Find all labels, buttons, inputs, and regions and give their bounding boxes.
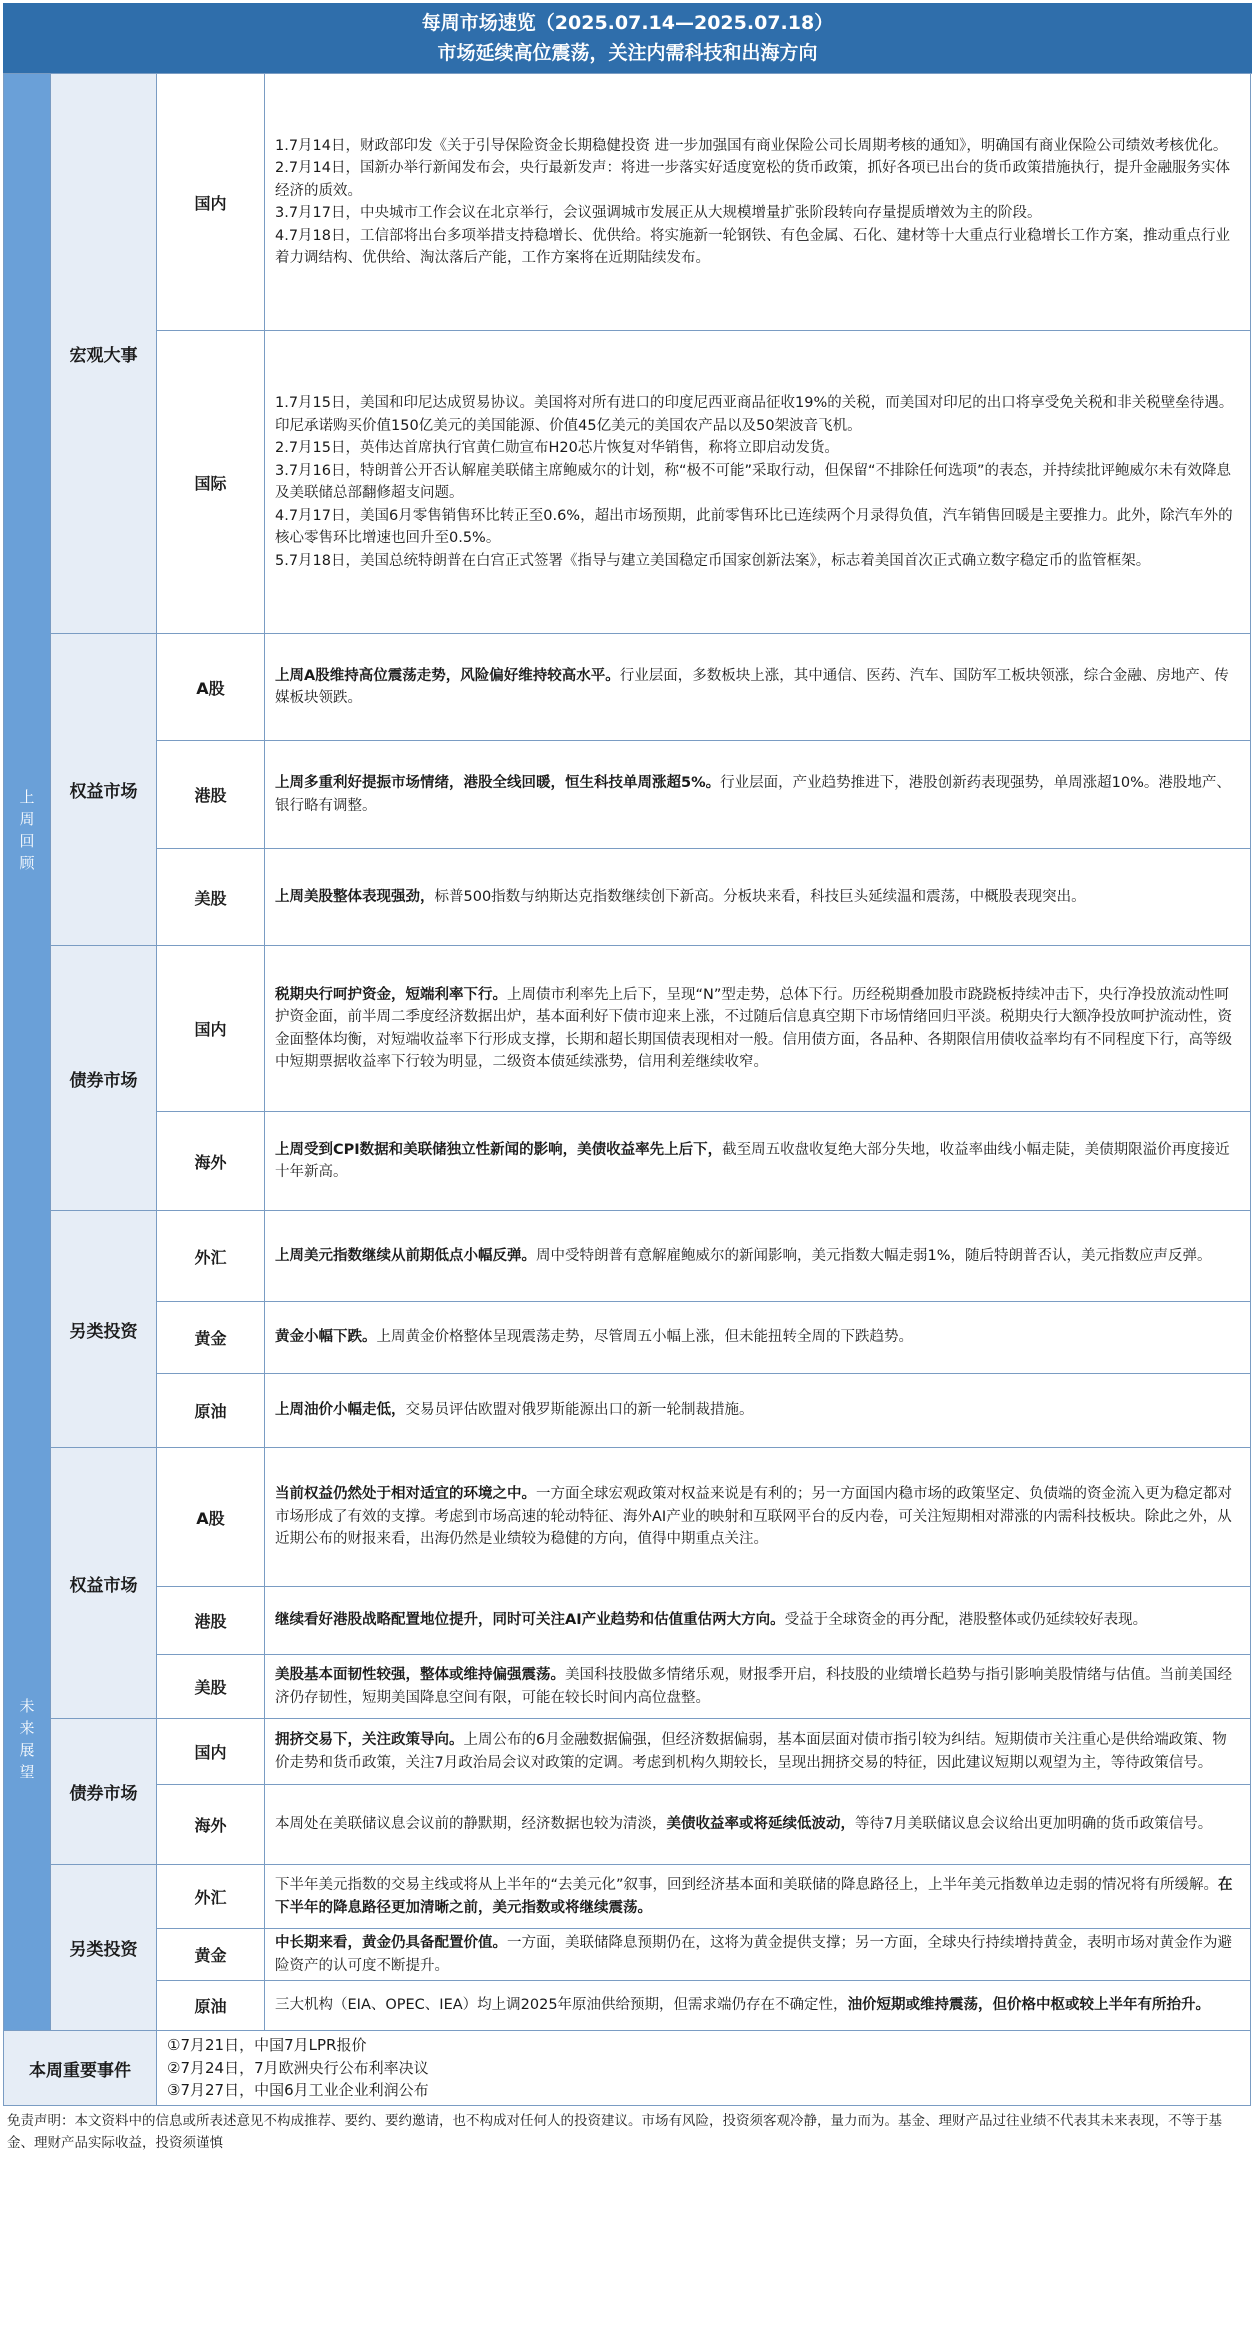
category-review-alt: 另类投资 [51,1211,157,1448]
sub-review-bond-overseas: 海外 [157,1112,265,1211]
sub-outlook-bond-domestic: 国内 [157,1719,265,1785]
category-outlook-alt: 另类投资 [51,1865,157,2031]
review-oil-content: 上周油价小幅走低，交易员评估欧盟对俄罗斯能源出口的新一轮制裁措施。 [265,1374,1251,1448]
report-table [3,73,1252,2106]
list-item: 4.7月17日，美国6月零售销售环比转正至0.6%，超出市场预期，此前零售环比已连续两个月录得负值，汽车销售回暖是主要推力。此外，除汽车外的核心零售环比增速也回升至0.5%。 [275,507,1233,546]
sub-outlook-a-share: A股 [157,1448,265,1587]
key-events-label: 本周重要事件 [4,2031,157,2106]
category-outlook-bond: 债券市场 [51,1719,157,1865]
outlook-hk-content: 继续看好港股战略配置地位提升，同时可关注AI产业趋势和估值重估两大方向。受益于全球资金的再分配，港股整体或仍延续较好表现。 [265,1587,1251,1655]
report-subtitle: 市场延续高位震荡，关注内需科技和出海方向 [437,42,818,64]
outlook-fx-content: 下半年美元指数的交易主线或将从上半年的“去美元化”叙事，回到经济基本面和美联储的降息路径上，上半年美元指数单边走弱的情况将有所缓解。在下半年的降息路径更加清晰之前，美元指数或将继续震荡。 [265,1865,1251,1929]
list-item: ③7月27日，中国6月工业企业利润公布 [167,2081,429,2100]
list-item: 3.7月17日，中央城市工作会议在北京举行，会议强调城市发展正从大规模增量扩张阶段转向存量提质增效为主的阶段。 [275,205,1042,221]
sub-macro-domestic: 国内 [157,74,265,331]
report-title: 每周市场速览（2025.07.14—2025.07.18） [421,12,834,34]
sub-review-a-share: A股 [157,634,265,741]
list-item: 2.7月15日，英伟达首席执行官黄仁勋宣布H20芯片恢复对华销售，称将立即启动发货。 [275,440,839,456]
review-gold-content: 黄金小幅下跌。上周黄金价格整体呈现震荡走势，尽管周五小幅上涨，但未能扭转全周的下跌趋势。 [265,1302,1251,1374]
list-item: 2.7月14日，国新办举行新闻发布会，央行最新发声：将进一步落实好适度宽松的货币政策，抓好各项已出台的货币政策措施执行，提升金融服务实体经济的质效。 [275,160,1231,199]
list-item: 5.7月18日，美国总统特朗普在白宫正式签署《指导与建立美国稳定币国家创新法案》，标志着美国首次正式确立数字稳定币的监管框架。 [275,552,1151,569]
outlook-oil-content: 三大机构（EIA、OPEC、IEA）均上调2025年原油供给预期，但需求端仍存在不确定性，油价短期或维持震荡，但价格中枢或较上半年有所抬升。 [265,1981,1251,2031]
list-item: 1.7月15日，美国和印尼达成贸易协议。美国将对所有进口的印度尼西亚商品征收19%的关税，而美国对印尼的出口将享受免关税和非关税壁垒待遇。印尼承诺购买价值150亿美元的美国能源、价值45亿美元的美国农产品以及50架波音飞机。 [275,395,1234,434]
list-item: 3.7月16日，特朗普公开否认解雇美联储主席鲍威尔的计划，称“极不可能”采取行动，但保留“不排除任何选项”的表态，并持续批评鲍威尔未有效降息及美联储总部翻修超支问题。 [275,462,1232,501]
review-fx-content: 上周美元指数继续从前期低点小幅反弹。周中受特朗普有意解雇鲍威尔的新闻影响，美元指数大幅走弱1%，随后特朗普否认，美元指数应声反弹。 [265,1211,1251,1302]
outlook-bond-overseas-content: 本周处在美联储议息会议前的静默期，经济数据也较为清淡，美债收益率或将延续低波动，等待7月美联储议息会议给出更加明确的货币政策信号。 [265,1785,1251,1865]
sub-review-bond-domestic: 国内 [157,946,265,1112]
sub-outlook-oil: 原油 [157,1981,265,2031]
review-hk-content: 上周多重利好提振市场情绪，港股全线回暖，恒生科技单周涨超5%。行业层面，产业趋势推进下，港股创新药表现强势，单周涨超10%。港股地产、银行略有调整。 [265,741,1251,849]
sub-review-hk: 港股 [157,741,265,849]
disclaimer: 免责声明：本文资料中的信息或所表述意见不构成推荐、要约、要约邀请，也不构成对任何人的投资建议。市场有风险，投资须客观冷静，量力而为。基金、理财产品过往业绩不代表其未来表现，不等于基金、理财产品实际收益，投资须谨慎 [7,2113,1222,2151]
sub-review-us: 美股 [157,849,265,946]
key-events-list [157,2031,1251,2106]
sub-outlook-fx: 外汇 [157,1865,265,1929]
outlook-a-share-content: 当前权益仍然处于相对适宜的环境之中。一方面全球宏观政策对权益来说是有利的；另一方面国内稳市场的政策坚定、负债端的资金流入更为稳定都对市场形成了有效的支撑。考虑到市场高速的轮动特征、海外AI产业的映射和互联网平台的反内卷，可关注短期相对滞涨的内需科技板块。除此之外，从近期公布的财报来看，出海仍然是业绩较为稳健的方向，值得中期重点关注。 [265,1448,1251,1587]
review-a-share-content: 上周A股维持高位震荡走势，风险偏好维持较高水平。行业层面，多数板块上涨，其中通信、医药、汽车、国防军工板块领涨，综合金融、房地产、传媒板块领跌。 [265,634,1251,741]
category-outlook-equity: 权益市场 [51,1448,157,1719]
macro-international-content [265,331,1251,634]
review-us-content: 上周美股整体表现强劲，标普500指数与纳斯达克指数继续创下新高。分板块来看，科技巨头延续温和震荡，中概股表现突出。 [265,849,1251,946]
review-bond-domestic-content: 税期央行呵护资金，短端利率下行。上周债市利率先上后下，呈现“N”型走势，总体下行。历经税期叠加股市跷跷板持续冲击下，央行净投放流动性呵护资金面，前半周二季度经济数据出炉，基本面利好下债市迎来上涨，不过随后信息真空期下市场情绪回归平淡。税期央行大额净投放呵护流动性，资金面整体均衡，对短端收益率下行形成支撑，长期和超长期国债表现相对一般。信用债方面，各品种、各期限信用债收益率均有不同程度下行，高等级中短期票据收益率下行较为明显，二级资本债延续涨势，信用利差继续收窄。 [265,946,1251,1112]
review-bond-overseas-content: 上周受到CPI数据和美联储独立性新闻的影响，美债收益率先上后下，截至周五收盘收复绝大部分失地，收益率曲线小幅走陡，美债期限溢价再度接近十年新高。 [265,1112,1251,1211]
sub-outlook-gold: 黄金 [157,1929,265,1981]
sub-macro-international: 国际 [157,331,265,634]
report-header [3,3,1252,73]
macro-domestic-content [265,74,1251,331]
sub-review-oil: 原油 [157,1374,265,1448]
sub-review-gold: 黄金 [157,1302,265,1374]
period-outlook: 未来展望 [4,1448,51,2031]
sub-outlook-us: 美股 [157,1655,265,1719]
list-item: ②7月24日，7月欧洲央行公布利率决议 [167,2058,429,2077]
sub-review-fx: 外汇 [157,1211,265,1302]
category-review-bond: 债券市场 [51,946,157,1211]
outlook-us-content: 美股基本面韧性较强，整体或维持偏强震荡。美国科技股做多情绪乐观，财报季开启，科技股的业绩增长趋势与指引影响美股情绪与估值。当前美国经济仍存韧性，短期美国降息空间有限，可能在较长时间内高位盘整。 [265,1655,1251,1719]
list-item: ①7月21日，中国7月LPR报价 [167,2036,367,2055]
sub-outlook-hk: 港股 [157,1587,265,1655]
outlook-bond-domestic-content: 拥挤交易下，关注政策导向。上周公布的6月金融数据偏强，但经济数据偏弱，基本面层面对债市指引较为纠结。短期债市关注重心是供给端政策、物价走势和货币政策，关注7月政治局会议对政策的定调。考虑到机构久期较长，呈现出拥挤交易的特征，因此建议短期以观望为主，等待政策信号。 [265,1719,1251,1785]
sub-outlook-bond-overseas: 海外 [157,1785,265,1865]
category-macro: 宏观大事 [51,74,157,634]
list-item: 1.7月14日，财政部印发《关于引导保险资金长期稳健投资 进一步加强国有商业保险公司长周期考核的通知》，明确国有商业保险公司绩效考核优化。 [275,137,1228,154]
outlook-gold-content: 中长期来看，黄金仍具备配置价值。一方面，美联储降息预期仍在，这将为黄金提供支撑；另一方面，全球央行持续增持黄金，表明市场对黄金作为避险资产的认可度不断提升。 [265,1929,1251,1981]
category-review-equity: 权益市场 [51,634,157,946]
period-review: 上周回顾 [4,74,51,1587]
list-item: 4.7月18日，工信部将出台多项举措支持稳增长、优供给。将实施新一轮钢铁、有色金属、石化、建材等十大重点行业稳增长工作方案，推动重点行业着力调结构、优供给、淘汰落后产能，工作方案将在近期陆续发布。 [275,227,1231,266]
